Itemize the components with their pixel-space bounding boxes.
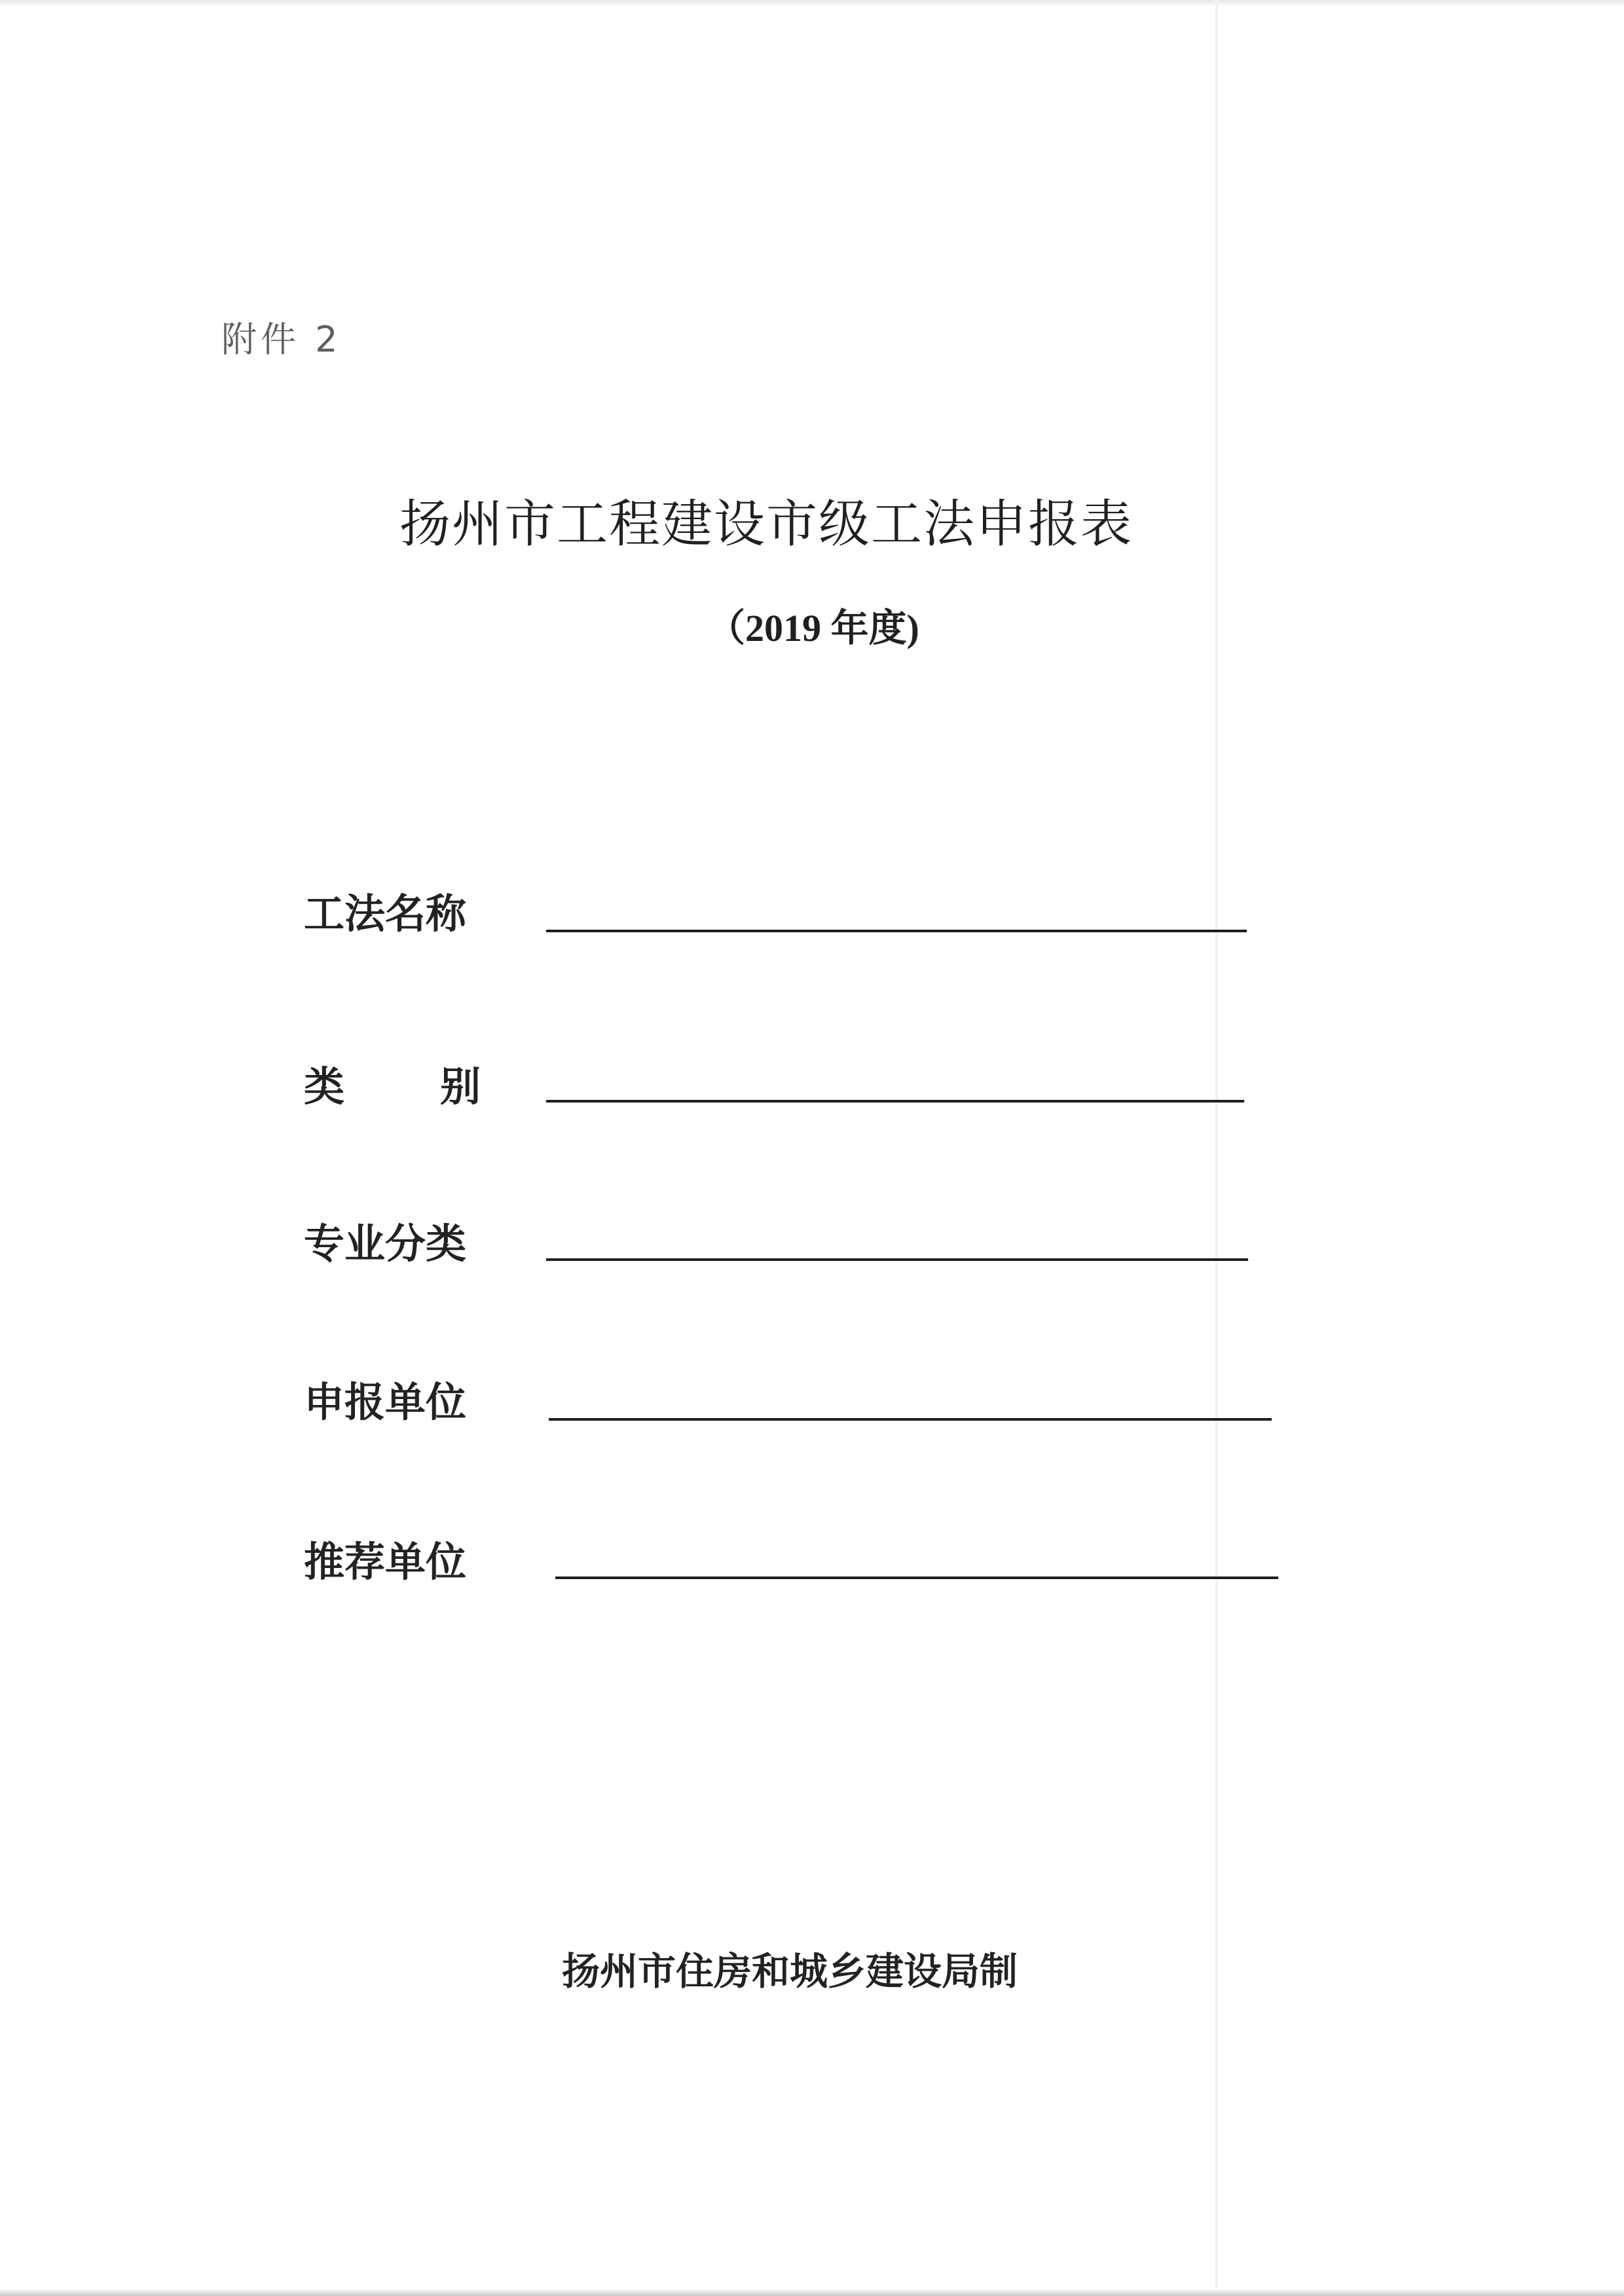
field-applicant <box>304 1370 1299 1429</box>
scan-bottom-edge <box>0 2289 1624 2296</box>
field-label-text: 推荐单位 <box>304 1538 467 1586</box>
field-category <box>304 1054 1299 1113</box>
attachment-label: 附件 2 <box>221 319 342 360</box>
scan-fold-line <box>1215 0 1218 2296</box>
issuer-line: 扬州市住房和城乡建设局制 <box>562 1949 1018 1994</box>
fill-in-line[interactable] <box>546 930 1247 932</box>
fill-in-line[interactable] <box>546 1258 1248 1261</box>
field-label <box>304 1529 481 1588</box>
field-label <box>304 1370 481 1428</box>
field-label-text: 专业分类 <box>304 1220 467 1267</box>
fill-in-line[interactable] <box>555 1576 1278 1579</box>
field-label-text-second: 别 <box>439 1063 481 1110</box>
fill-in-line[interactable] <box>546 1100 1244 1102</box>
field-recommender <box>304 1529 1299 1588</box>
field-label <box>304 881 481 939</box>
field-specialty <box>304 1211 1299 1270</box>
field-label <box>304 1054 481 1112</box>
fill-in-line[interactable] <box>549 1418 1272 1421</box>
form-title: 扬州市工程建设市级工法申报表 <box>399 495 1134 554</box>
field-method-name <box>304 881 1299 940</box>
field-label-text: 工法名称 <box>304 890 467 938</box>
field-label-text-first: 类 <box>304 1063 345 1110</box>
field-label-text: 申报单位 <box>304 1378 467 1426</box>
field-label <box>304 1211 481 1269</box>
scan-top-edge <box>0 0 1624 7</box>
form-year: （2019 年度) <box>707 607 919 649</box>
